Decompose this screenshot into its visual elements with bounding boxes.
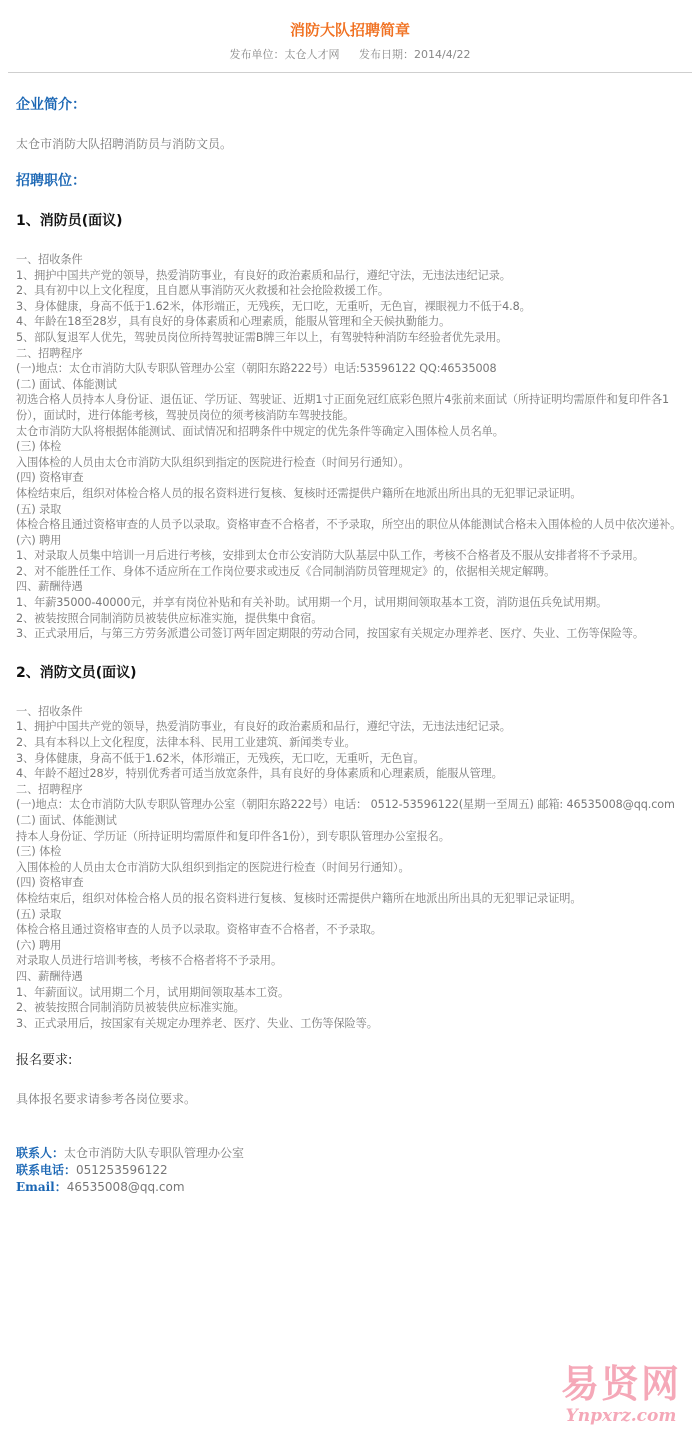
contact-email [16,1179,684,1196]
job2-line: (三) 体检 [16,845,62,859]
publisher: 发布单位：太仓人才网 [229,48,340,61]
contact-person [16,1145,684,1162]
job1-line: (一)地点：太仓市消防大队专职队管理办公室（朝阳东路222号）电话:53596122 QQ:46535008 [16,362,497,376]
intro-heading: 企业简介： [16,97,86,113]
job1-line: 二、招聘程序 [16,346,83,360]
job1-line: 太仓市消防大队将根据体能测试、面试情况和招聘条件中规定的优先条件等确定入围体检人员名单。 [16,424,504,438]
job2-line: 3、正式录用后，按国家有关规定办理养老、医疗、失业、工伤等保险等。 [16,1016,378,1030]
publish-date: 发布日期：2014/4/22 [359,48,471,61]
job1-line: 2、被装按照合同制消防员被装供应标准实施，提供集中食宿。 [16,611,323,625]
contact-person-label: 联系人： [16,1146,65,1161]
job1-line: 初选合格人员持本人身份证、退伍证、学历证、驾驶证、近期1寸正面免冠红底彩色照片4张前来面试（所持证明均需原件和复印件各1份），面试时，进行体能考核，驾驶员岗位的须考核消防车驾驶技能。 [16,393,670,422]
requirements-heading: 报名要求: [16,1053,73,1069]
job1-line: 4、年龄在18至28岁，具有良好的身体素质和心理素质，能服从管理和全天候执勤能力。 [16,315,451,329]
job1-line: 1、拥护中国共产党的领导，热爱消防事业，有良好的政治素质和品行，遵纪守法，无违法违纪记录。 [16,268,511,282]
job2-title: 2、消防文员(面议) [16,664,137,681]
job1-line: 1、对录取人员集中培训一月后进行考核，安排到太仓市公安消防大队基层中队工作，考核不合格者及不服从安排者将不予录用。 [16,549,644,563]
contact-block [16,1145,684,1196]
job2-line: 二、招聘程序 [16,782,83,796]
job2-line: (五) 录取 [16,907,62,921]
job1-line: (五) 录取 [16,502,62,516]
job2-line: 一、招收条件 [16,704,83,718]
contact-phone [16,1162,684,1179]
job2-line: 四、薪酬待遇 [16,969,83,983]
job2-line: (四) 资格审查 [16,876,84,890]
contact-person-value: 太仓市消防大队专职队管理办公室 [64,1146,245,1161]
job2-line: (二) 面试、体能测试 [16,814,117,827]
watermark-logo [546,1362,696,1430]
job2-line: 1、拥护中国共产党的领导，热爱消防事业，有良好的政治素质和品行，遵纪守法，无违法违纪记录。 [16,720,511,734]
job1-line: 体检结束后，组织对体检合格人员的报名资料进行复核、复核时还需提供户籍所在地派出所出具的无犯罪记录证明。 [16,486,582,500]
header-divider [8,72,692,73]
contact-phone-value: 051253596122 [76,1163,168,1178]
job2-line: 持本人身份证、学历证（所持证明均需原件和复印件各1份），到专职队管理办公室报名。 [16,829,450,843]
job1-title: 1、消防员(面议) [16,213,123,229]
page-title: 消防大队招聘简章 [289,21,410,39]
job2-line: (一)地点：太仓市消防大队专职队管理办公室（朝阳东路222号）电话： 0512-53596122(星期一至周五) 邮箱: 46535008@qq.com [16,798,675,812]
contact-email-label: Email： [16,1180,67,1195]
job1-line: (二) 面试、体能测试 [16,377,117,391]
job1-line: (三) 体检 [16,440,62,454]
job1-line: 2、对不能胜任工作、身体不适应所在工作岗位要求或违反《合同制消防员管理规定》的，依据相关规定解聘。 [16,564,556,578]
job1-line: 四、薪酬待遇 [16,580,83,594]
job2-line: 1、年薪面议。试用期二个月，试用期间领取基本工资。 [16,985,290,999]
watermark-url: Ynpxrz.com [565,1406,677,1426]
page-header [0,0,700,62]
positions-heading: 招聘职位： [16,173,86,189]
job2-line: (六) 聘用 [16,938,62,952]
job1-line: 入围体检的人员由太仓市消防大队组织到指定的医院进行检查（时间另行通知）。 [16,455,410,469]
job2-details [16,704,684,1031]
job2-line: 4、年龄不超过28岁，特别优秀者可适当放宽条件，具有良好的身体素质和心理素质，能服从管理。 [16,767,503,781]
contact-email-value: 46535008@qq.com [66,1180,185,1195]
job2-line: 2、具有本科以上文化程度，法律本科、民用工业建筑、新闻类专业。 [16,736,356,750]
job1-line: 3、正式录用后，与第三方劳务派遣公司签订两年固定期限的劳动合同，按国家有关规定办理养老、医疗、失业、工伤等保险等。 [16,627,644,641]
job1-line: (六) 聘用 [16,533,62,547]
contact-phone-label: 联系电话： [16,1163,77,1178]
intro-text: 太仓市消防大队招聘消防员与消防文员。 [16,137,233,151]
job1-line: 1、年薪35000-40000元，并享有岗位补贴和有关补助。试用期一个月，试用期间领取基本工资，消防退伍兵免试用期。 [16,596,608,610]
watermark-text: 易贤网 [560,1362,681,1406]
job2-line: 2、被装按照合同制消防员被装供应标准实施。 [16,1001,245,1015]
job1-line: 2、具有初中以上文化程度，且自愿从事消防灭火救援和社会抢险救援工作。 [16,284,389,298]
job1-line: (四) 资格审查 [16,471,84,485]
job1-line: 5、部队复退军人优先，驾驶员岗位所持驾驶证需B牌三年以上，有驾驶特种消防车经验者优先录用。 [16,330,508,344]
job2-line: 体检结束后，组织对体检合格人员的报名资料进行复核、复核时还需提供户籍所在地派出所出具的无犯罪记录证明。 [16,891,582,905]
requirements-text: 具体报名要求请参考各岗位要求。 [16,1092,197,1107]
job1-details [16,252,684,642]
job2-line: 体检合格且通过资格审查的人员予以录取。资格审查不合格者，不予录取。 [16,923,382,937]
job1-line: 一、招收条件 [16,253,83,266]
job2-line: 对录取人员进行培训考核，考核不合格者将不予录用。 [16,954,283,968]
job1-line: 3、身体健康，身高不低于1.62米，体形端正，无残疾，无口吃，无重听，无色盲，裸眼视力不低于4.8。 [16,299,531,313]
article-body [0,96,700,1196]
job2-line: 3、身体健康，身高不低于1.62米，体形端正，无残疾，无口吃，无重听，无色盲。 [16,751,425,765]
job2-line: 入围体检的人员由太仓市消防大队组织到指定的医院进行检查（时间另行通知）。 [16,860,410,874]
job1-line: 体检合格且通过资格审查的人员予以录取。资格审查不合格者，不予录取，所空出的职位从体能测试合格未入围体检的人员中依次递补。 [16,518,682,532]
publish-meta [0,48,700,62]
